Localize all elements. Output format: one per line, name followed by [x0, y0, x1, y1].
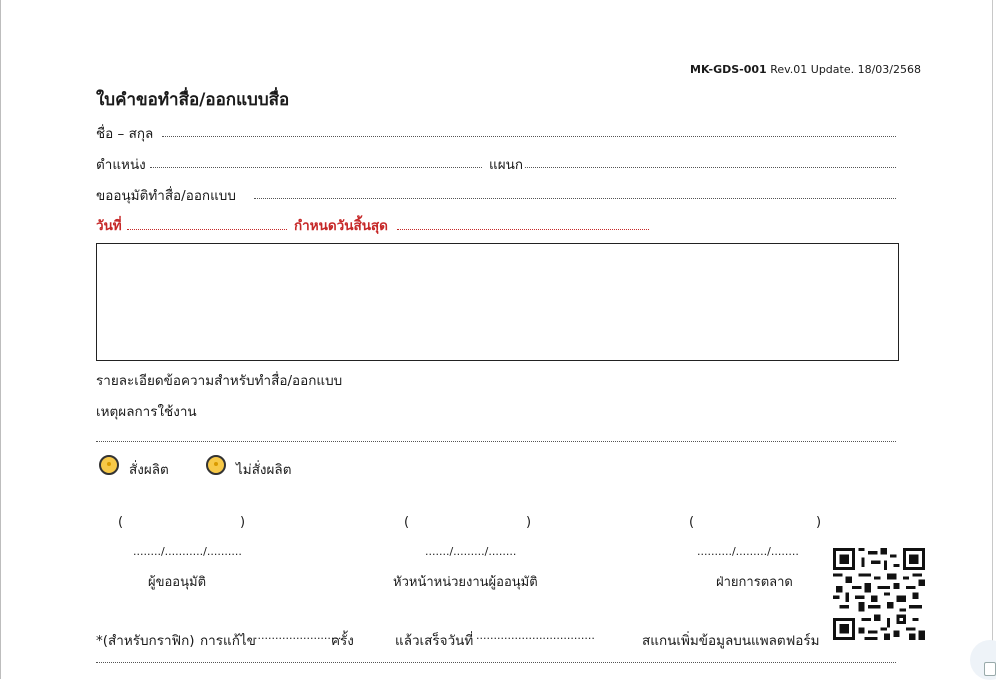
doc-revision-text: Rev.01 Update. 18/03/2568: [770, 63, 921, 76]
revision-count-field[interactable]: .........................: [254, 629, 342, 642]
position-label: ตำแหน่ง: [96, 157, 146, 173]
details-label: รายละเอียดข้อความสำหรับทำสื่อ/ออกแบบ: [96, 373, 343, 389]
sig1-date-line[interactable]: ......../.........../..........: [133, 545, 242, 558]
department-field-line[interactable]: [525, 167, 896, 168]
reason-label: เหตุผลการใช้งาน: [96, 404, 197, 420]
sig3-role-marketing: ฝ่ายการตลาด: [716, 575, 793, 590]
form-title: ใบคำขอทำสื่อ/ออกแบบสื่อ: [96, 90, 290, 110]
document-corner-icon[interactable]: [970, 640, 996, 680]
revision-label: การแก้ไข: [200, 633, 256, 649]
graphic-note: *(สำหรับกราฟิก): [96, 633, 195, 649]
sig3-paren-open: (: [689, 515, 695, 530]
department-label: แผนก: [489, 157, 524, 173]
name-label: ชื่อ – สกุล: [96, 126, 154, 142]
times-label: ครั้ง: [331, 633, 354, 649]
finished-date-field[interactable]: ..................................: [476, 629, 595, 642]
date-label: วันที่: [96, 218, 122, 234]
doc-code-text: MK-GDS-001: [690, 63, 767, 76]
sig1-paren-close: ): [240, 515, 246, 530]
position-field-line[interactable]: [150, 167, 482, 168]
deadline-label: กำหนดวันสิ้นสุด: [294, 218, 388, 234]
scan-label: สแกนเพิ่มข้อมูลบนแพลตฟอร์ม: [642, 633, 820, 649]
radio-circle-icon[interactable]: [206, 455, 226, 475]
date-field-line[interactable]: [127, 229, 287, 230]
qr-code-icon: [833, 548, 925, 640]
design-content-box[interactable]: [96, 243, 899, 361]
document-code: [690, 63, 921, 76]
approve-label: ขออนุมัติทำสื่อ/ออกแบบ: [96, 188, 236, 204]
option-no-produce-label: ไม่สั่งผลิต: [236, 462, 292, 478]
sig3-paren-close: ): [816, 515, 822, 530]
sig2-paren-close: ): [526, 515, 532, 530]
sig2-date-line[interactable]: ......./........./........: [425, 545, 517, 558]
page-edge-left: [0, 0, 1, 679]
footer-dotted-line: [96, 662, 896, 663]
sig1-paren-open: (: [118, 515, 124, 530]
sig1-role-requester: ผู้ขออนุมัติ: [148, 575, 207, 590]
sig2-paren-open: (: [404, 515, 410, 530]
option-produce-label: สั่งผลิต: [129, 462, 169, 478]
deadline-field-line[interactable]: [397, 229, 649, 230]
name-field-line[interactable]: [162, 136, 896, 137]
sig3-date-line[interactable]: ........../........./........: [697, 545, 799, 558]
page-edge-right: [992, 0, 993, 679]
approve-field-line[interactable]: [254, 198, 896, 199]
reason-field-line[interactable]: [96, 441, 896, 442]
sig2-role-supervisor: หัวหน้าหน่วยงานผู้ออนุมัติ: [393, 575, 538, 590]
radio-circle-icon[interactable]: [99, 455, 119, 475]
finished-label: แล้วเสร็จวันที่: [395, 633, 474, 649]
